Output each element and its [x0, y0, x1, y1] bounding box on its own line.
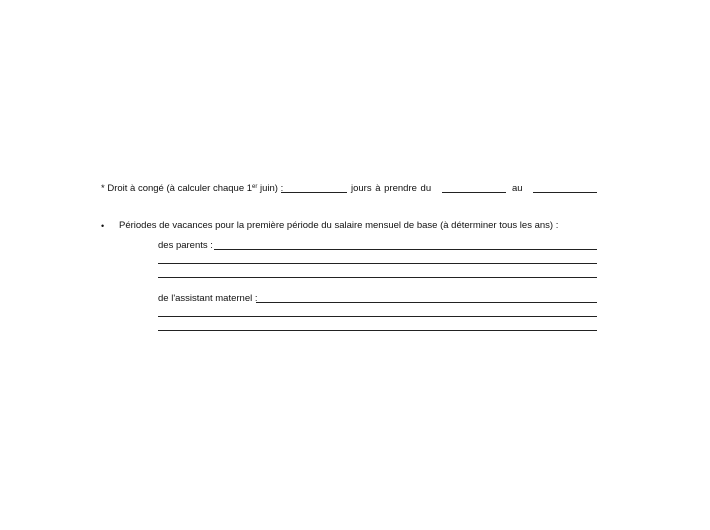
- assistant-line-2[interactable]: [158, 316, 597, 317]
- parents-line-3[interactable]: [158, 277, 597, 278]
- parents-label: des parents :: [158, 240, 213, 251]
- droit-conge-prefix: * Droit à congé (à calculer chaque 1: [101, 183, 253, 194]
- droit-conge-label: [101, 183, 283, 195]
- droit-days-blank[interactable]: [281, 192, 347, 193]
- date-from-blank[interactable]: [442, 192, 506, 193]
- droit-conge-suffix: juin) :: [257, 183, 284, 194]
- date-to-blank[interactable]: [533, 192, 597, 193]
- assistant-label: de l'assistant maternel :: [158, 293, 258, 304]
- bullet-icon: •: [101, 221, 105, 231]
- assistant-line-3[interactable]: [158, 330, 597, 331]
- parents-line-1[interactable]: [214, 249, 597, 250]
- parents-line-2[interactable]: [158, 263, 597, 264]
- assistant-line-1[interactable]: [256, 302, 597, 303]
- au-label: au: [512, 183, 523, 194]
- jours-label: jours à prendre du: [351, 183, 432, 194]
- ordinal-sup: er: [252, 184, 258, 190]
- periodes-label: Périodes de vacances pour la première période du salaire mensuel de base (à déterminer tous les ans) :: [119, 220, 559, 231]
